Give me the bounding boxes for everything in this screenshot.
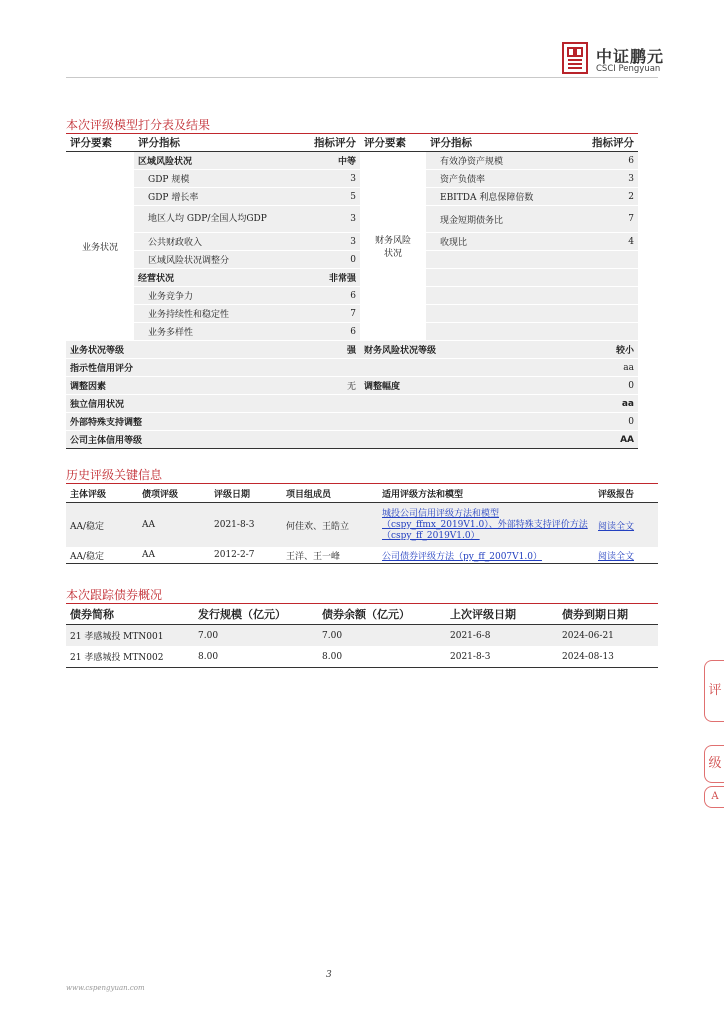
report-cell — [594, 503, 658, 548]
summary-label: 指示性信用评分 — [66, 359, 564, 377]
summary-label: 外部特殊支持调整 — [66, 413, 564, 431]
summary-row — [66, 395, 638, 413]
indicator-label: 业务竞争力 — [134, 287, 290, 305]
header-cell: 主体评级 — [66, 484, 138, 503]
history-section-title: 历史评级关键信息 — [66, 468, 163, 482]
history-table — [66, 484, 658, 564]
table-row — [66, 170, 638, 188]
footer-url: www.cspengyuan.com — [66, 984, 145, 992]
indicator-score: 7 — [290, 305, 360, 323]
bond-table-header — [66, 604, 658, 625]
maturity-date: 2024-06-21 — [558, 625, 658, 647]
rating-date: 2012-2-7 — [210, 547, 282, 564]
method-link[interactable]: 公司债券评级方法（py_ff_2007V1.0） — [382, 551, 542, 562]
empty-cell — [564, 269, 638, 287]
table-row — [66, 625, 658, 647]
bond-balance: 8.00 — [318, 646, 446, 668]
header-cell: 债券到期日期 — [558, 604, 658, 625]
indicator-label: 收现比 — [426, 233, 564, 251]
logo-chinese-name: 中证鹏元 — [596, 47, 665, 66]
bond-name: 21 孝感城投 MTN001 — [66, 625, 194, 647]
indicator-score: 中等 — [290, 152, 360, 170]
pengyuan-logo-icon — [562, 42, 588, 74]
header-cell: 评分指标 — [134, 134, 290, 152]
indicator-label: 公共财政收入 — [134, 233, 290, 251]
indicator-label: 有效净资产规模 — [426, 152, 564, 170]
indicator-label: 业务持续性和稳定性 — [134, 305, 290, 323]
summary-value: 无 — [290, 377, 360, 395]
summary-value: aa — [564, 395, 638, 413]
empty-cell — [426, 305, 564, 323]
indicator-score: 6 — [564, 152, 638, 170]
debt-rating: AA — [138, 503, 210, 548]
summary-row — [66, 413, 638, 431]
indicator-label: 区域风险状况调整分 — [134, 251, 290, 269]
table-row — [66, 269, 638, 287]
empty-cell — [426, 287, 564, 305]
summary-label: 调整因素 — [66, 377, 290, 395]
summary-label: 调整幅度 — [360, 377, 564, 395]
table-row — [66, 503, 658, 548]
read-full-report-link[interactable]: 阅读全文 — [598, 551, 635, 562]
report-cell — [594, 547, 658, 564]
issue-size: 7.00 — [194, 625, 318, 647]
header-cell: 债券余额（亿元） — [318, 604, 446, 625]
indicator-score: 0 — [290, 251, 360, 269]
indicator-label: 现金短期债务比 — [426, 206, 564, 233]
indicator-label: 经营状况 — [134, 269, 290, 287]
empty-cell — [564, 305, 638, 323]
header-cell: 评分要素 — [66, 134, 134, 152]
table-row — [66, 646, 658, 668]
indicator-score: 3 — [290, 170, 360, 188]
indicator-score: 7 — [564, 206, 638, 233]
indicator-label: GDP 规模 — [134, 170, 290, 188]
summary-label: 公司主体信用等级 — [66, 431, 564, 449]
score-section-title: 本次评级模型打分表及结果 — [66, 118, 211, 132]
business-status-label: 业务状况 — [66, 152, 134, 341]
table-row — [66, 323, 638, 341]
header-cell: 上次评级日期 — [446, 604, 558, 625]
indicator-label: 业务多样性 — [134, 323, 290, 341]
table-row — [66, 152, 638, 170]
issuer-rating: AA/稳定 — [66, 547, 138, 564]
summary-label: 财务风险状况等级 — [360, 341, 564, 359]
financial-risk-label: 财务风险状况 — [360, 152, 426, 341]
method-cell — [378, 547, 594, 564]
summary-value: 0 — [564, 377, 638, 395]
maturity-date: 2024-08-13 — [558, 646, 658, 668]
logo-english-name: CSCI Pengyuan — [596, 64, 661, 74]
summary-value: AA — [564, 431, 638, 449]
empty-cell — [426, 269, 564, 287]
header-cell: 评级报告 — [594, 484, 658, 503]
indicator-score: 3 — [290, 206, 360, 233]
issuer-rating: AA/稳定 — [66, 503, 138, 548]
bond-section-title: 本次跟踪债券概况 — [66, 588, 163, 602]
header-cell: 项目组成员 — [282, 484, 378, 503]
last-rating-date: 2021-8-3 — [446, 646, 558, 668]
side-stamp-bottom: A — [704, 786, 724, 808]
summary-value: 较小 — [564, 341, 638, 359]
table-row — [66, 251, 638, 269]
indicator-label: EBITDA 利息保障倍数 — [426, 188, 564, 206]
header-cell: 指标评分 — [290, 134, 360, 152]
empty-cell — [426, 251, 564, 269]
table-row — [66, 287, 638, 305]
method-cell — [378, 503, 594, 548]
summary-label: 业务状况等级 — [66, 341, 290, 359]
indicator-label: GDP 增长率 — [134, 188, 290, 206]
bond-balance: 7.00 — [318, 625, 446, 647]
summary-row — [66, 341, 638, 359]
read-full-report-link[interactable]: 阅读全文 — [598, 521, 635, 532]
indicator-label: 地区人均 GDP/全国人均GDP — [134, 206, 290, 233]
table-row — [66, 188, 638, 206]
header-cell: 发行规模（亿元） — [194, 604, 318, 625]
team-members: 王洋、王一峰 — [282, 547, 378, 564]
empty-cell — [564, 251, 638, 269]
summary-row — [66, 431, 638, 449]
last-rating-date: 2021-6-8 — [446, 625, 558, 647]
summary-value: 0 — [564, 413, 638, 431]
issue-size: 8.00 — [194, 646, 318, 668]
summary-label: 独立信用状况 — [66, 395, 564, 413]
summary-row — [66, 377, 638, 395]
summary-value: aa — [564, 359, 638, 377]
header-divider — [66, 77, 658, 78]
indicator-score: 非常强 — [290, 269, 360, 287]
empty-cell — [426, 323, 564, 341]
indicator-score: 2 — [564, 188, 638, 206]
indicator-score: 6 — [290, 323, 360, 341]
table-row — [66, 547, 658, 564]
header-cell: 适用评级方法和模型 — [378, 484, 594, 503]
header-cell: 评分要素 — [360, 134, 426, 152]
header-cell: 债项评级 — [138, 484, 210, 503]
indicator-score: 5 — [290, 188, 360, 206]
table-row — [66, 233, 638, 251]
empty-cell — [564, 323, 638, 341]
empty-cell — [564, 287, 638, 305]
indicator-score: 6 — [290, 287, 360, 305]
header-cell: 评分指标 — [426, 134, 564, 152]
indicator-label: 资产负债率 — [426, 170, 564, 188]
bond-table — [66, 604, 658, 668]
indicator-score: 3 — [564, 170, 638, 188]
header-cell: 指标评分 — [564, 134, 638, 152]
summary-value: 强 — [290, 341, 360, 359]
header-cell: 评级日期 — [210, 484, 282, 503]
page-number: 3 — [326, 970, 332, 980]
debt-rating: AA — [138, 547, 210, 564]
side-stamp-middle: 级 — [704, 745, 724, 783]
summary-row — [66, 359, 638, 377]
score-table-header — [66, 134, 638, 152]
table-row — [66, 305, 638, 323]
indicator-label: 区域风险状况 — [134, 152, 290, 170]
bond-name: 21 孝感城投 MTN002 — [66, 646, 194, 668]
method-link[interactable]: 城投公司信用评级方法和模型（cspy_ffmx_2019V1.0）、外部特殊支持评价方法（cspy_ff_2019V1.0） — [382, 508, 588, 541]
rating-date: 2021-8-3 — [210, 503, 282, 548]
indicator-score: 3 — [290, 233, 360, 251]
score-table — [66, 134, 638, 449]
history-table-header — [66, 484, 658, 503]
indicator-score: 4 — [564, 233, 638, 251]
table-row — [66, 206, 638, 233]
header-cell: 债券简称 — [66, 604, 194, 625]
side-stamp-top: 评 — [704, 660, 724, 722]
team-members: 何佳欢、王皓立 — [282, 503, 378, 548]
